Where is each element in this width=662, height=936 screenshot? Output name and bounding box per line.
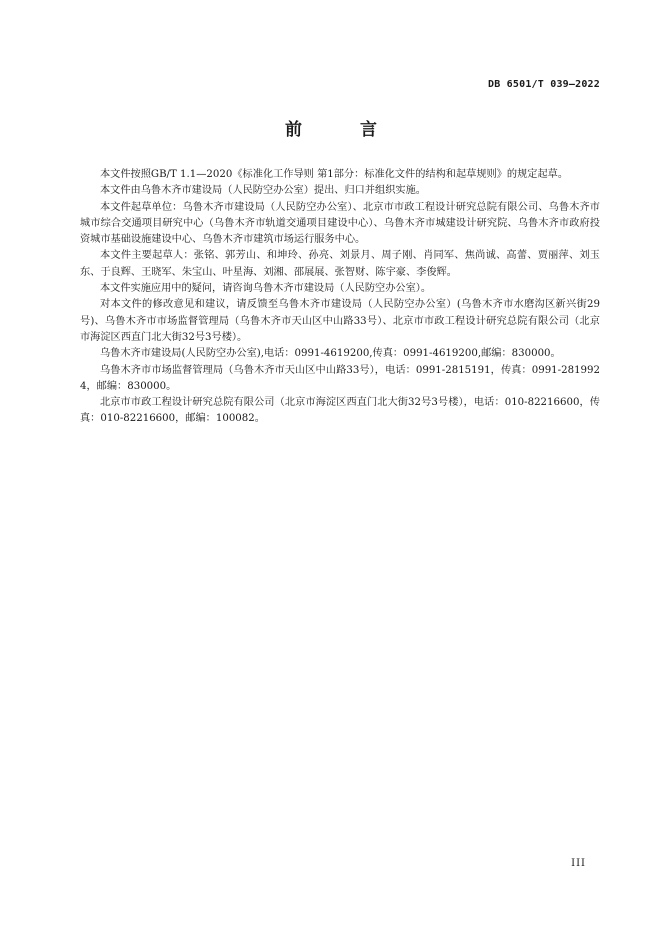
paragraph-inquiries: 本文件实施应用中的疑问，请咨询乌鲁木齐市建设局（人民防空办公室）。	[100, 283, 432, 295]
paragraph-contact-design-institute: 北京市市政工程设计研究总院有限公司（北京市海淀区西直门北大街32号3号楼），电话：010-82216600，传真：010-82216600，邮编：100082。	[80, 397, 600, 425]
paragraph-drafting-units: 本文件起草单位：乌鲁木齐市建设局（人民防空办公室）、北京市市政工程设计研究总院有限公司、乌鲁木齐市城市综合交通项目研究中心（乌鲁木齐市轨道交通项目建设中心）、乌鲁木齐市城建设计研究院、乌鲁木齐市政府投资城市基础设施建设中心、乌鲁木齐市建筑市场运行服务中心。	[80, 201, 600, 246]
paragraph-contact-construction-bureau: 乌鲁木齐市建设局(人民防空办公室),电话：0991-4619200,传真：0991-4619200,邮编：830000。	[100, 348, 561, 360]
page-title: 前 言	[285, 120, 403, 140]
page-number: III	[571, 858, 586, 869]
paragraph-drafters: 本文件主要起草人：张铭、郭芳山、和坤玲、孙亮、刘景月、周子刚、肖同军、焦尚诚、高蕾、贾丽萍、刘玉东、于良辉、王晓军、朱宝山、叶星海、刘湘、邵展展、张智财、陈宇豪、李俊辉。	[80, 250, 600, 278]
foreword-body	[80, 167, 600, 428]
paragraph-proposer: 本文件由乌鲁木齐市建设局（人民防空办公室）提出、归口并组织实施。	[100, 185, 426, 197]
paragraph-drafting-basis: 本文件按照GB/T 1.1—2020《标准化工作导则 第1部分：标准化文件的结构和起草规则》的规定起草。	[100, 169, 569, 180]
paragraph-contact-market-supervision: 乌鲁木齐市市场监督管理局（乌鲁木齐市天山区中山路33号），电话：0991-2815191，传真：0991-2819924，邮编：830000。	[80, 364, 600, 392]
paragraph-feedback: 对本文件的修改意见和建议，请反馈至乌鲁木齐市建设局（人民防空办公室）(乌鲁木齐市水磨沟区新兴街29号)、乌鲁木齐市市场监督管理局（乌鲁木齐市天山区中山路33号）、北京市市政工程设计研究总院有限公司（北京市海淀区西直门北大街32号3号楼）。	[80, 299, 600, 343]
document-code: DB 6501/T 039—2022	[488, 79, 600, 90]
